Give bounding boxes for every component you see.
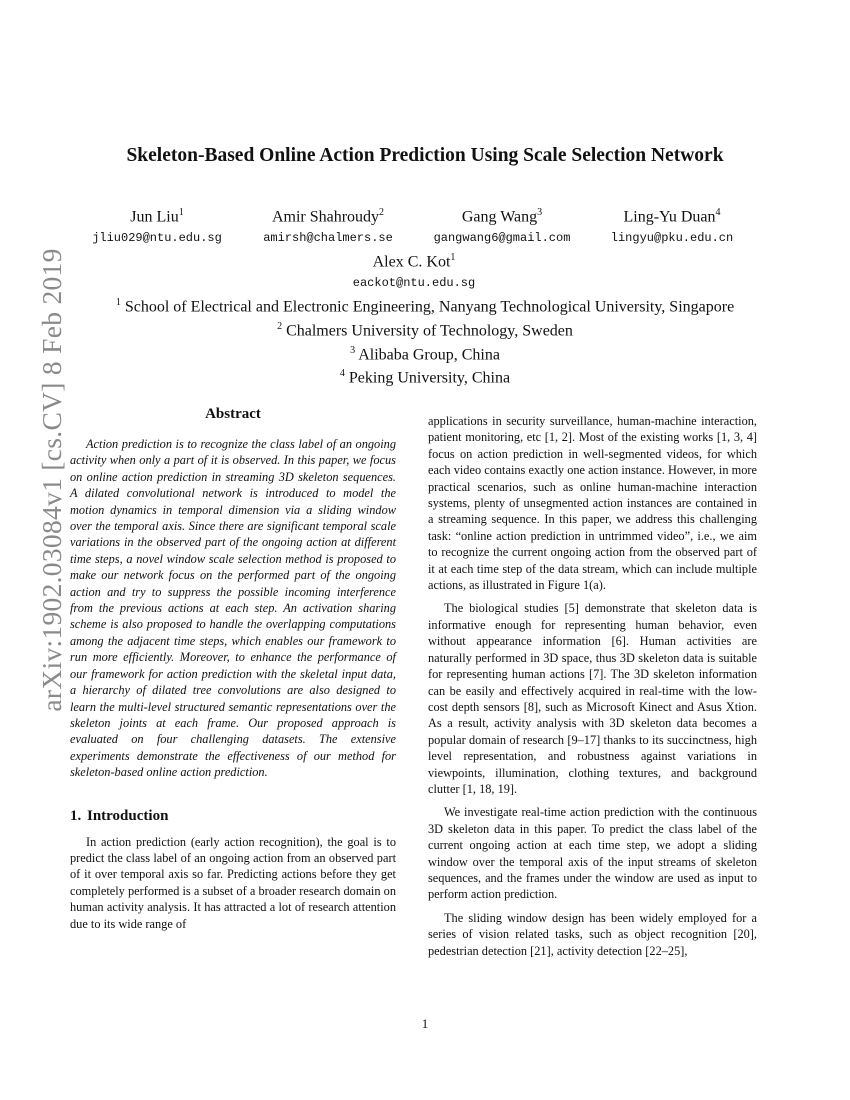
author-block [304, 248, 524, 292]
affiliation-mark: 1 [115, 297, 121, 308]
affiliation-text: Peking University, China [348, 369, 511, 387]
author-affil-mark: 2 [379, 207, 385, 218]
author-email: eackot@ntu.edu.sg [352, 276, 476, 291]
author-email: jliu029@ntu.edu.sg [92, 231, 222, 246]
right-column [428, 413, 757, 959]
left-column [70, 405, 396, 932]
affiliation [0, 341, 850, 365]
affiliation-mark: 3 [350, 344, 356, 356]
author-affil-mark: 4 [715, 207, 721, 218]
affiliation-text: School of Electrical and Electronic Engineering, Nanyang Technological University, Singapore [124, 298, 735, 316]
author-affil-mark: 1 [450, 252, 456, 263]
affiliations [0, 293, 850, 388]
affiliation [0, 293, 850, 317]
body-paragraph: In action prediction (early action recognition), the goal is to predict the class label of an ongoing action from an observed part of it over temporal axis so far. Predicting actions before they get completely performed is a subset of a broader research domain on human activity analysis. It has attracted a lot of research attention due to its wide range of [70, 834, 396, 931]
author-name: Jun Liu [130, 208, 179, 226]
author-email: gangwang6@gmail.com [433, 231, 571, 246]
section-title: Introduction [87, 807, 169, 824]
affiliation-text: Chalmers University of Technology, Sweden [286, 322, 573, 340]
author-affil-mark: 1 [178, 207, 184, 218]
section-number: 1. [70, 807, 82, 824]
affiliation-mark: 2 [277, 320, 283, 332]
author-email: lingyu@pku.edu.cn [610, 231, 734, 246]
page-number: 1 [421, 1016, 429, 1031]
affiliation [0, 364, 850, 388]
affiliation-text: Alibaba Group, China [358, 345, 500, 363]
section-heading [70, 807, 396, 825]
abstract-text: Action prediction is to recognize the class label of an ongoing activity when only a part of it is observed. In this paper, we focus on online action prediction in streaming 3D skeleton sequences. A dilated convolutional network is introduced to model the motion dynamics in temporal dimension via a sliding window over the temporal axis. Since there are significant temporal scale variations in the observed part of the ongoing action at different time steps, a novel window scale selection method is proposed to make our network focus on the performed part of the ongoing action and try to suppress the possible incoming interference from the previous actions at each step. An activation sharing scheme is also proposed to handle the overlapping computations among the adjacent time steps, which enables our framework to run more efficiently. Moreover, to enhance the performance of our framework for action prediction with the skeletal input data, a hierarchy of dilated tree convolutions are also designed to learn the multi-level structured semantic representations over the skeleton joints at each frame. Our proposed approach is evaluated on four challenging datasets. The extensive experiments demonstrate the effectiveness of our method for skeleton-based online action prediction. [70, 437, 396, 780]
paper-title: Skeleton-Based Online Action Prediction Using Scale Selection Network [126, 145, 724, 166]
body-paragraph: We investigate real-time action prediction with the continuous 3D skeleton data in this paper. To predict the class label of the current ongoing action at each time step, we adopt a sliding window over the temporal axis of the input streams of skeleton sequences, and the frames under the window are used as input to perform action prediction. [428, 805, 757, 902]
affiliation-mark: 4 [339, 368, 345, 380]
author-name: Ling-Yu Duan [623, 208, 716, 226]
affiliation [0, 317, 850, 341]
abstract-heading: Abstract [205, 406, 261, 422]
author-name: Amir Shahroudy [271, 208, 380, 226]
author-name: Gang Wang [461, 208, 538, 226]
body-paragraph: The biological studies [5] demonstrate that skeleton data is informative enough for representing human behavior, even without appearance information [6]. Human activities are naturally performed in 3D space, thus 3D skeleton data is suitable for representing human actions [7]. The 3D skeleton information can be easily and effectively acquired in real-time with the low-cost depth sensors [8], such as Microsoft Kinect and Asus Xtion. As a result, activity analysis with 3D skeleton data becomes a popular domain of research [9–17] thanks to its succinctness, high level representation, and robustness against variations in viewpoints, illumination, clothing textures, and background clutter [1, 18, 19]. [428, 601, 757, 796]
author-block [562, 203, 782, 247]
body-paragraph: The sliding window design has been widely employed for a series of vision related tasks, such as object recognition [20], pedestrian detection [21], activity detection [22–25], [428, 910, 757, 958]
author-email: amirsh@chalmers.se [263, 231, 393, 246]
author-affil-mark: 3 [537, 207, 543, 218]
body-paragraph: applications in security surveillance, human-machine interaction, patient monitoring, etc [1, 2]. Most of the existing works [1, 3, 4] focus on action prediction in well-segmented videos, for which each video contains exactly one action instance. However, in more practical scenarios, such as online human-machine interaction systems, plenty of unsegmented action instances are contained in a streaming sequence. In this paper, we address this challenging task: “online action prediction in untrimmed video”, i.e., we aim to recognize the current ongoing action from the observed part of it at each time step of the data stream, which can include multiple actions, as illustrated in Figure 1(a). [428, 414, 757, 593]
author-name: Alex C. Kot [372, 253, 451, 271]
arxiv-stamp: arXiv:1902.03084v1 [cs.CV] 8 Feb 2019 [36, 248, 67, 712]
